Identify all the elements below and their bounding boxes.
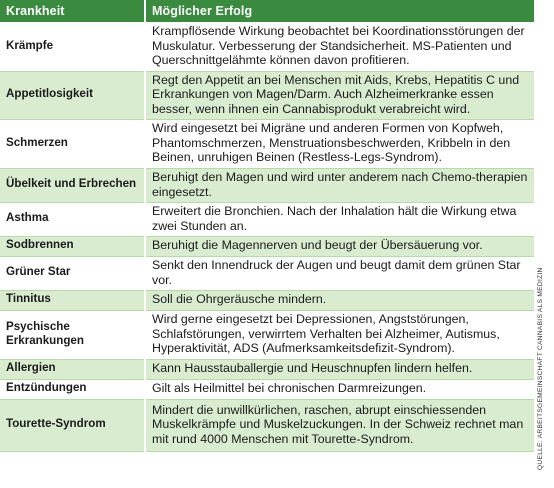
- row-disease-name: Tourette-Syndrom: [0, 399, 145, 451]
- table-row: [0, 310, 534, 359]
- row-effect-text: Gilt als Heilmittel bei chronischen Darmreizungen.: [145, 379, 534, 399]
- header-row: [0, 0, 534, 22]
- table-row: [0, 22, 534, 71]
- table-row: [0, 256, 534, 290]
- row-disease-name: Schmerzen: [0, 119, 145, 168]
- table-body: [0, 22, 534, 451]
- row-disease-name: Appetitlosigkeit: [0, 71, 145, 119]
- table-row: [0, 168, 534, 202]
- row-effect-text: Regt den Appetit an bei Menschen mit Aids, Krebs, Hepatitis C und Erkrankungen von Magen/Darm. Auch Alzheimerkranke essen besser, wenn ihnen ein Cannabisprodukt verabreicht wird.: [145, 71, 534, 119]
- table-row: [0, 71, 534, 119]
- table-header: [0, 0, 534, 22]
- row-effect-text: Mindert die unwillkürlichen, raschen, abrupt einschiessenden Muskelkrämpfe und Muskelzuckungen. In der Schweiz rechnet man mit rund 4000 Menschen mit Tourette-Syndrom.: [145, 399, 534, 451]
- row-effect-text: Beruhigt die Magennerven und beugt der Übersäuerung vor.: [145, 236, 534, 256]
- table-row: [0, 119, 534, 168]
- header-krankheit: Krankheit: [0, 0, 145, 22]
- table-row: [0, 399, 534, 451]
- row-disease-name: Sodbrennen: [0, 236, 145, 256]
- row-effect-text: Krampflösende Wirkung beobachtet bei Koordinationsstörungen der Muskulatur. Verbesserung der Standsicherheit. MS-Patienten und Querschnittgelähmte können davon profitieren.: [145, 22, 534, 71]
- row-effect-text: Erweitert die Bronchien. Nach der Inhalation hält die Wirkung etwa zwei Stunden an.: [145, 202, 534, 236]
- row-effect-text: Wird gerne eingesetzt bei Depressionen, Angststörungen, Schlafstörungen, verwirrtem Verhalten bei Alzheimer, Autismus, Hyperaktivität, ADS (Aufmerksamkeitsdefizit-Syndrom).: [145, 310, 534, 359]
- row-effect-text: Wird eingesetzt bei Migräne und anderen Formen von Kopfweh, Phantomschmerzen, Menstruationsbeschwerden, Kribbeln in den Beinen, unruhigen Beinen (Restless-Legs-Syndrom).: [145, 119, 534, 168]
- table-row: [0, 202, 534, 236]
- table-row: [0, 359, 534, 379]
- table-row: [0, 290, 534, 310]
- row-disease-name: Entzündungen: [0, 379, 145, 399]
- row-effect-text: Senkt den Innendruck der Augen und beugt damit dem grünen Star vor.: [145, 256, 534, 290]
- row-disease-name: Asthma: [0, 202, 145, 236]
- row-effect-text: Soll die Ohrgeräusche mindern.: [145, 290, 534, 310]
- row-disease-name: Krämpfe: [0, 22, 145, 71]
- header-moeglicher-erfolg: Möglicher Erfolg: [145, 0, 534, 22]
- row-disease-name: Psychische Erkrankungen: [0, 310, 145, 359]
- row-disease-name: Grüner Star: [0, 256, 145, 290]
- row-effect-text: Kann Hausstauballergie und Heuschnupfen lindern helfen.: [145, 359, 534, 379]
- source-note: QUELLE: ARBEITSGEMEINSCHAFT CANNABIS ALS MEDIZIN: [537, 267, 544, 470]
- table-row: [0, 236, 534, 256]
- row-disease-name: Übelkeit und Erbrechen: [0, 168, 145, 202]
- row-disease-name: Allergien: [0, 359, 145, 379]
- row-effect-text: Beruhigt den Magen und wird unter anderem nach Chemo-therapien eingesetzt.: [145, 168, 534, 202]
- row-disease-name: Tinnitus: [0, 290, 145, 310]
- table-row: [0, 379, 534, 399]
